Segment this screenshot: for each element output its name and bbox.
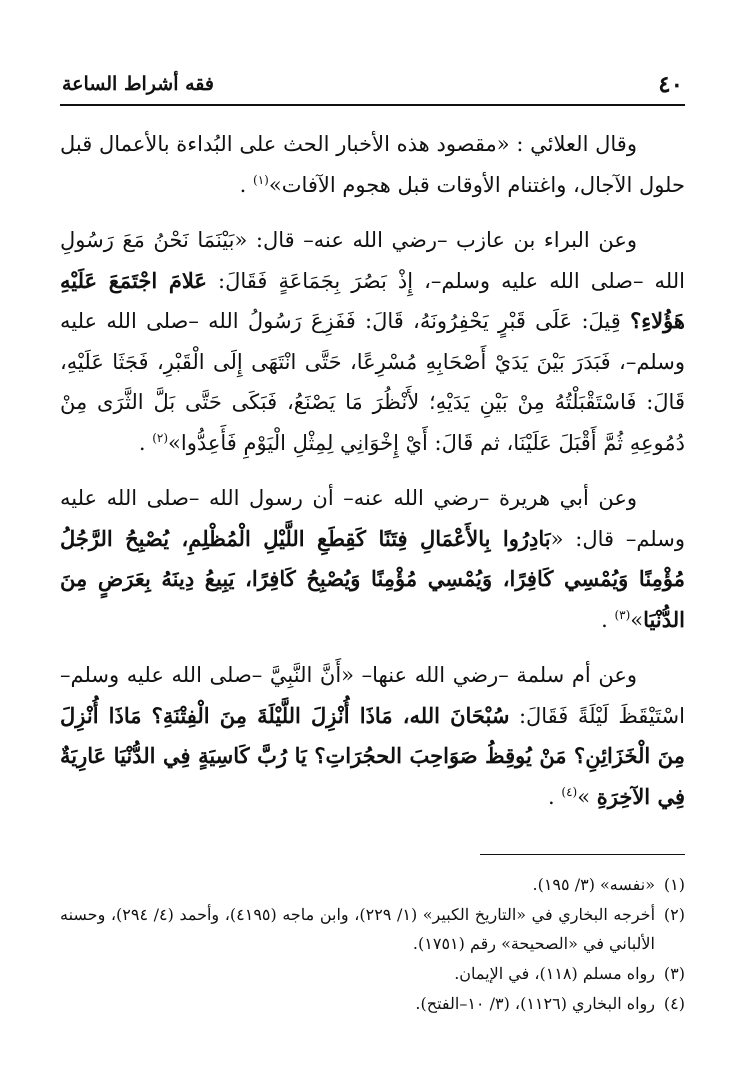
paragraph-bold-text: بَادِرُوا بِالأَعْمَالِ فِتَنًا كَقِطَعِ اللَّيْلِ الْمُظْلِمِ، يُصْبِحُ الرَّجُلُ مُؤْمِنًا وَيُمْسِي كَافِرًا، وَيُمْسِي مُؤْمِنًا وَيُصْبِحُ كَافِرًا، يَبِيعُ دِينَهُ بِعَرَضٍ مِنَ الدُّنْيَا	[60, 525, 685, 632]
paragraph-end: .	[138, 430, 153, 455]
paragraph-umm-salama	[60, 655, 685, 817]
footnote	[60, 900, 685, 958]
header-rule	[60, 104, 685, 106]
footnote-number: (٤)	[663, 994, 685, 1013]
paragraph-albaraa	[60, 220, 685, 463]
paragraph-text: وعن أم سلمة –رضي الله عنها– «أَنَّ النَّبِيَّ –صلى الله عليه وسلم– اسْتَيْقَظَ لَيْلَةً فَقَالَ:	[60, 663, 685, 728]
page-header	[62, 66, 683, 102]
footnote-text: رواه البخاري (١١٢٦)، (٣/ ١٠–الفتح).	[415, 994, 655, 1013]
paragraph-tail: قِيلَ: عَلَى قَبْرٍ يَحْفِرُونَهُ، قَالَ: فَفَزِعَ رَسُولُ الله –صلى الله عليه وسلم–، فَبَدَرَ بَيْنَ يَدَيْ أَصْحَابِهِ مُسْرِعًا، حَتَّى انْتَهَى إِلَى الْقَبْرِ، فَجَثَا عَلَيْهِ، قَالَ: فَاسْتَقْبَلْتُهُ مِنْ بَيْنِ يَدَيْهِ؛ لأَنْظُرَ مَا يَصْنَعُ، فَبَكَى حَتَّى بَلَّ الثَّرَى مِنْ دُمُوعِهِ ثُمَّ أَقْبَلَ عَلَيْنَا، ثم قَالَ: أَيْ إِخْوَانِي لِمِثْلِ الْيَوْمِ فَأَعِدُّوا»	[60, 309, 685, 455]
paragraph-tail: »	[630, 607, 644, 632]
footnote-ref[interactable]: (٣)	[614, 607, 631, 622]
paragraph-text: وعن البراء بن عازب –رضي الله عنه– قال: «بَيْنَمَا نَحْنُ مَعَ رَسُولِ الله –صلى الله عليه وسلم–، إِذْ بَصُرَ بِجَمَاعَةٍ فَقَالَ:	[60, 228, 685, 293]
footnote	[60, 989, 685, 1018]
paragraph-tail: »	[577, 784, 597, 809]
footnote-number: (٣)	[663, 964, 685, 983]
paragraph-end: .	[601, 607, 615, 632]
paragraph-bold-text: عَلامَ اجْتَمَعَ عَلَيْهِ هَؤُلاءِ؟	[60, 267, 685, 333]
paragraph-text: وعن أبي هريرة –رضي الله عنه– أن رسول الله –صلى الله عليه وسلم– قال: «	[60, 486, 685, 551]
footnote-text: «نفسه» (٣/ ١٩٥).	[532, 875, 655, 894]
footnote-separator	[480, 854, 685, 855]
footnote	[60, 870, 685, 899]
footnote-ref[interactable]: (٤)	[561, 784, 578, 799]
paragraph-alalai	[60, 124, 685, 205]
paragraph-bold-text: سُبْحَانَ الله، مَاذَا أُنْزِلَ اللَّيْلَةَ مِنَ الْفِتْنَةِ؟ مَاذَا أُنْزِلَ مِنَ الْخَزَائِنِ؟ مَنْ يُوقِظُ صَوَاحِبَ الحجُرَاتِ؟ يَا رُبَّ كَاسِيَةٍ فِي الدُّنْيَا عَارِيَةٌ فِي الآخِرَةِ	[60, 702, 685, 809]
paragraph-end: .	[548, 784, 562, 809]
footnotes	[60, 870, 685, 1019]
page-number: ٤٠	[658, 70, 683, 98]
footnote-text: رواه مسلم (١١٨)، في الإيمان.	[454, 964, 655, 983]
main-text	[60, 124, 685, 832]
paragraph-text: وقال العلائي : «مقصود هذه الأخبار الحث على البُداءة بالأعمال قبل حلول الآجال، واغتنام الأوقات قبل هجوم الآفات»	[60, 132, 685, 197]
footnote	[60, 959, 685, 988]
footnote-ref[interactable]: (٢)	[152, 430, 169, 445]
paragraph-abu-hurayra	[60, 478, 685, 640]
paragraph-end: .	[239, 172, 254, 197]
running-title: فقه أشراط الساعة	[62, 73, 214, 95]
footnote-number: (٢)	[663, 905, 685, 924]
footnote-text: أخرجه البخاري في «التاريخ الكبير» (١/ ٢٢٩)، وابن ماجه (٤١٩٥)، وأحمد (٤/ ٢٩٤)، وحسنه الألباني في «الصحيحة» رقم (١٧٥١).	[60, 905, 656, 953]
footnote-ref[interactable]: (١)	[253, 172, 269, 187]
footnote-number: (١)	[663, 875, 685, 894]
